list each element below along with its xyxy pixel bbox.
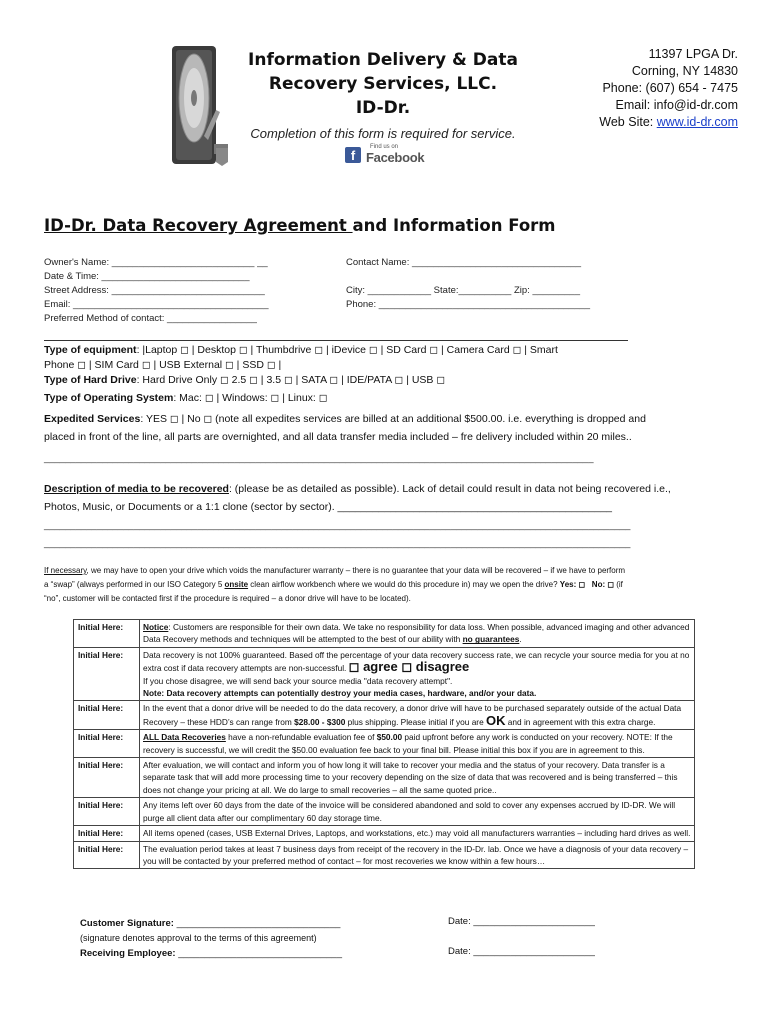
form-required-note: Completion of this form is required for service. [250, 126, 516, 141]
facebook-icon: f [345, 147, 361, 163]
phone-field[interactable]: Phone: ________________________________________ [346, 299, 591, 310]
initial-here-cell[interactable]: Initial Here: [74, 841, 140, 869]
os-options[interactable]: : Mac: ◻ | Windows: ◻ | Linux: ◻ [173, 392, 328, 404]
facebook-label: Facebook [366, 150, 425, 165]
hard-drive-illustration [166, 40, 232, 172]
terms-cell: Notice: Customers are responsible for their own data. We take no responsibility for data loss. When possible, advanced imaging and other advanced Data Recovery methods and techniques will be attempted to the best of our ability with no guarantees. [140, 620, 695, 648]
date-time-field[interactable]: Date & Time: ____________________________ [44, 271, 250, 282]
table-row [74, 620, 695, 648]
table-row [74, 647, 695, 701]
terms-cell: All items opened (cases, USB External Drives, Laptops, and workstations, etc.) may void all manufacturers warranties – including hard drives as well. [140, 826, 695, 841]
city-state-zip-field[interactable]: City: ____________ State:__________ Zip: _________ [346, 285, 581, 296]
description-section: Description of media to be recovered: (please be as detailed as possible). Lack of detail could result in data not being recovered i.e., Photos, Music, or Documents or a 1:1 clone (sector by sector). _______________________________________________ [44, 480, 732, 516]
os-section: Type of Operating System: Mac: ◻ | Windows: ◻ | Linux: ◻ [44, 392, 328, 404]
terms-cell: After evaluation, we will contact and inform you of how long it will take to recover your media and the status of your recovery. Data transfer is a separate task that will add more processing time to your recovery depending on the size of data that was recovered and is being transferred – this does not change your pricing at all. We do large to small recoveries – all the same quoted price.. [140, 758, 695, 798]
description-field[interactable]: Photos, Music, or Documents or a 1:1 clone (sector by sector). _______________________________________________ [44, 501, 612, 513]
contact-name-field[interactable]: Contact Name: ________________________________ [346, 257, 582, 268]
terms-cell: Any items left over 60 days from the date of the invoice will be considered abandoned and sold to cover any expenses accrued by ID-DR. We will purge all client data after our complimentary 60 day storage time. [140, 798, 695, 826]
agree-disagree-options[interactable]: ◻ agree ◻ disagree [348, 659, 470, 675]
company-address: 11397 LPGA Dr. Corning, NY 14830 Phone: (607) 654 - 7475 Email: info@id-dr.com Web Site: www.id-dr.com [599, 47, 738, 129]
owner-name-field[interactable]: Owner's Name: ___________________________ __ [44, 257, 268, 268]
initial-here-cell[interactable]: Initial Here: [74, 647, 140, 701]
customer-signature-field[interactable]: _______________________________ [173, 918, 341, 929]
expedited-section: Expedited Services: YES ◻ | No ◻ (note all expedites services are billed at an additional $500.00. i.e. everything is dropped and placed in front of the line, all parts are overnighted, and all data transfer media included – fre delivery included within 20 miles.. [44, 413, 646, 443]
table-row [74, 841, 695, 869]
initial-here-cell[interactable]: Initial Here: [74, 620, 140, 648]
hard-drive-options[interactable]: : Hard Drive Only ◻ 2.5 ◻ | 3.5 ◻ | SATA ◻ | IDE/PATA ◻ | USB ◻ [136, 374, 446, 386]
initial-here-cell[interactable]: Initial Here: [74, 798, 140, 826]
email-field[interactable]: Email: _____________________________________ [44, 299, 269, 310]
equipment-options-2[interactable]: Phone ◻ | SIM Card ◻ | USB External ◻ | SSD ◻ | [44, 359, 282, 371]
customer-date-field[interactable]: Date: _______________________ [448, 916, 595, 927]
facebook-find-label: Find us on [370, 144, 399, 150]
open-drive-no[interactable]: No: ◻ [591, 580, 614, 589]
employee-signature-field[interactable]: _______________________________ [175, 948, 342, 959]
open-drive-yes[interactable]: Yes: ◻ [559, 580, 586, 589]
terms-cell: The evaluation period takes at least 7 business days from receipt of the recovery in the ID-Dr. lab. Once we have a diagnosis of your data recovery – you will be contacted by your preferred method of contact – for most recoveries we know within a few hours… [140, 841, 695, 869]
preferred-contact-field[interactable]: Preferred Method of contact: _________________ [44, 313, 257, 324]
terms-cell: In the event that a donor drive will be needed to do the data recovery, a donor drive will have to be purchased separately outside of the actual Data Recovery – these HDD’s can range from $28.00 - $300 plus shipping. Please initial if you are OK and in agreement with this extra charge. [140, 701, 695, 730]
contact-fields [346, 256, 590, 312]
facebook-badge[interactable] [345, 144, 423, 166]
table-row [74, 758, 695, 798]
equipment-section: Type of equipment: |Laptop ◻ | Desktop ◻ | Thumbdrive ◻ | iDevice ◻ | SD Card ◻ | Camera Card ◻ | Smart Phone ◻ | SIM Card ◻ | USB External ◻ | SSD ◻ | Type of Hard Drive: Hard Drive Only ◻ 2.5 ◻ | 3.5 ◻ | SATA ◻ | IDE/PATA ◻ | USB ◻ [44, 343, 732, 388]
website-link[interactable]: www.id-dr.com [656, 115, 738, 129]
company-name: Information Delivery & Data Recovery Services, LLC. ID-Dr. [248, 50, 518, 118]
initial-here-cell[interactable]: Initial Here: [74, 730, 140, 758]
terms-cell: Data recovery is not 100% guaranteed. Based off the percentage of your data recovery success rate, we can recycle your source media for you at no extra cost if data recovery attempts are non-successful. ◻ agree ◻ disagree If you chose disagree, we will send back your source media "data recovery attempt". Note: Data recovery attempts can potentially destroy your media cases, hardware, and/or your data. [140, 647, 695, 701]
employee-date-field[interactable]: Date: _______________________ [448, 946, 595, 957]
owner-fields [44, 256, 269, 326]
initials-table [73, 619, 695, 869]
table-row [74, 730, 695, 758]
initial-here-cell[interactable]: Initial Here: [74, 826, 140, 841]
signature-block: Customer Signature: _______________________________ (signature denotes approval to the terms of this agreement) Receiving Employee: _______________________________ [80, 918, 342, 959]
divider [44, 340, 628, 341]
terms-cell: ALL Data Recoveries have a non-refundable evaluation fee of $50.00 paid upfront before any work is conducted on your recovery. NOTE: If the recovery is successful, we will credit the $50.00 evaluation fee back to your final bill. Please initial this box if you are in agreement to this. [140, 730, 695, 758]
initial-here-cell[interactable]: Initial Here: [74, 701, 140, 730]
equipment-options[interactable]: : |Laptop ◻ | Desktop ◻ | Thumbdrive ◻ | iDevice ◻ | SD Card ◻ | Camera Card ◻ | Smart [136, 344, 558, 356]
form-title: ID-Dr. Data Recovery Agreement and Information Form [44, 216, 556, 235]
table-row [74, 826, 695, 841]
street-address-field[interactable]: Street Address: _____________________________ [44, 285, 265, 296]
table-row [74, 798, 695, 826]
initial-here-cell[interactable]: Initial Here: [74, 758, 140, 798]
expedited-options[interactable]: : YES ◻ | No ◻ (note all expedites services are billed at an additional $500.00. i.e. everything is dropped and [140, 413, 646, 425]
drive-open-consent: If necessary, we may have to open your drive which voids the manufacturer warranty – there is no guarantee that your data will be recovered – if we have to perform a “swap” (always performed in our ISO Category 5 onsite clean airflow workbench where we would do this procedure in) may we open the drive? Yes: ◻ No: ◻ (if “no”, customer will be contacted first if the procedure is required – a donor drive will have to be located). [44, 566, 626, 603]
table-row [74, 701, 695, 730]
blank-line[interactable]: ________________________________________________________________________________________________________ [44, 453, 594, 464]
description-line-3[interactable]: _______________________________________________________________________________________________________________ [44, 538, 631, 549]
description-line-2[interactable]: _______________________________________________________________________________________________________________ [44, 520, 631, 531]
